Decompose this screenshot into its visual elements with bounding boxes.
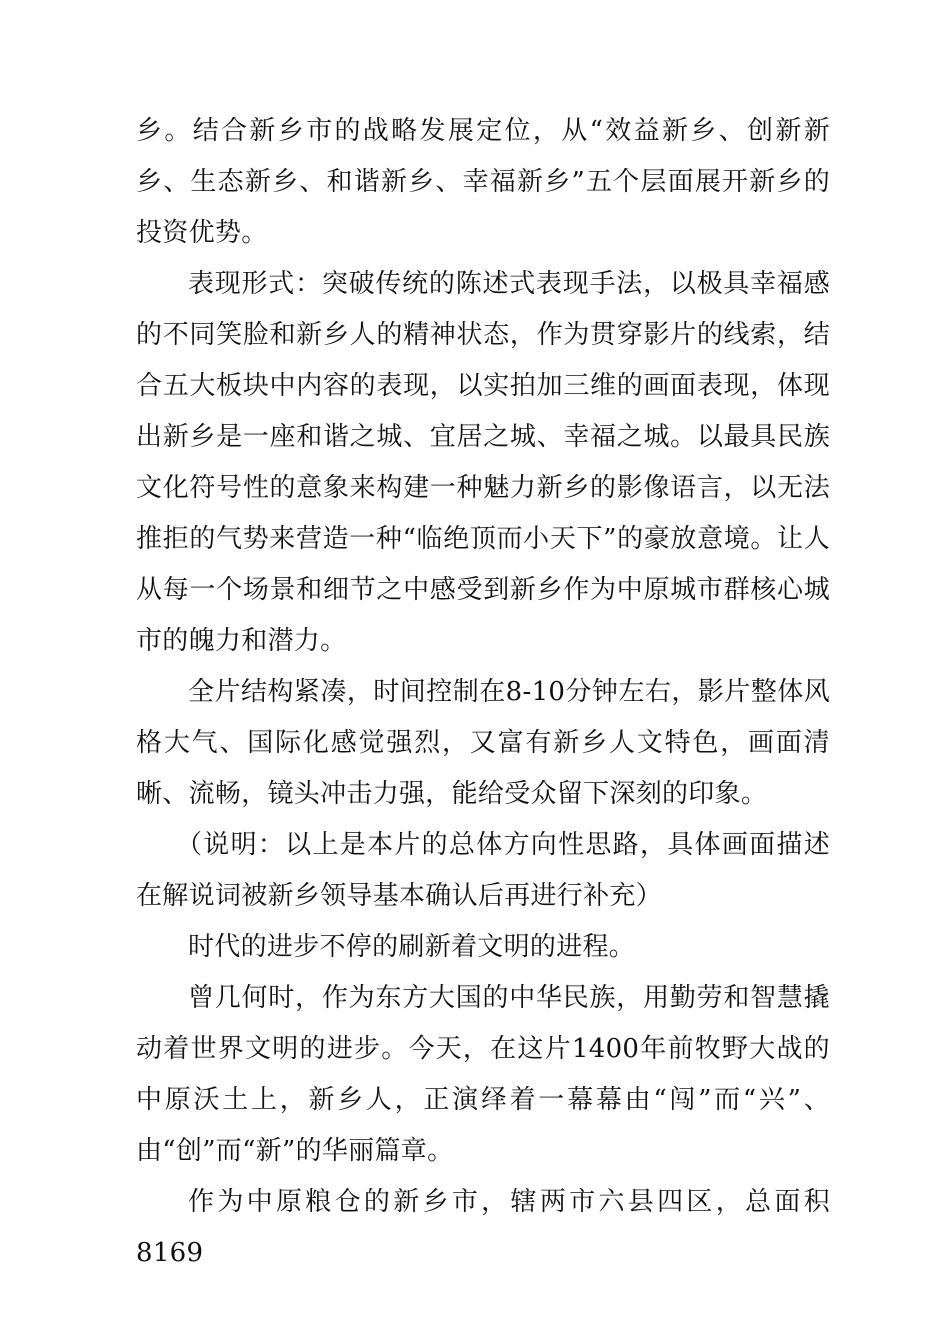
paragraph-film-structure: 全片结构紧凑，时间控制在8-10分钟左右，影片整体风格大气、国际化感觉强烈，又富有新乡人文特色，画面清晰、流畅，镜头冲击力强，能给受众留下深刻的印象。 <box>136 677 830 809</box>
paragraph-history: 曾几何时，作为东方大国的中华民族，用勤劳和智慧撬动着世界文明的进步。今天，在这片1400年前牧野大战的中原沃土上，新乡人，正演绎着一幕幕由“闯”而“兴”、由“创”而“新”的华丽篇章。 <box>136 983 830 1166</box>
paragraph-investment-advantages: 乡。结合新乡市的战略发展定位，从“效益新乡、创新新乡、生态新乡、和谐新乡、幸福新乡”五个层面展开新乡的投资优势。 <box>136 116 830 248</box>
paragraph-city-overview: 作为中原粮仓的新乡市，辖两市六县四区，总面积8169 <box>136 1187 830 1268</box>
paragraph-note: （说明：以上是本片的总体方向性思路，具体画面描述在解说词被新乡领导基本确认后再进行补充） <box>136 830 830 911</box>
paragraph-expression-form: 表现形式：突破传统的陈述式表现手法，以极具幸福感的不同笑脸和新乡人的精神状态，作为贯穿影片的线索，结合五大板块中内容的表现，以实拍加三维的画面表现，体现出新乡是一座和谐之城、宜居之城、幸福之城。以最具民族文化符号性的意象来构建一种魅力新乡的影像语言，以无法推拒的气势来营造一种“临绝顶而小天下”的豪放意境。让人从每一个场景和细节之中感受到新乡作为中原城市群核心城市的魄力和潜力。 <box>136 269 830 656</box>
document-body <box>136 106 830 1279</box>
paragraph-era-progress: 时代的进步不停的刷新着文明的进程。 <box>188 932 636 962</box>
